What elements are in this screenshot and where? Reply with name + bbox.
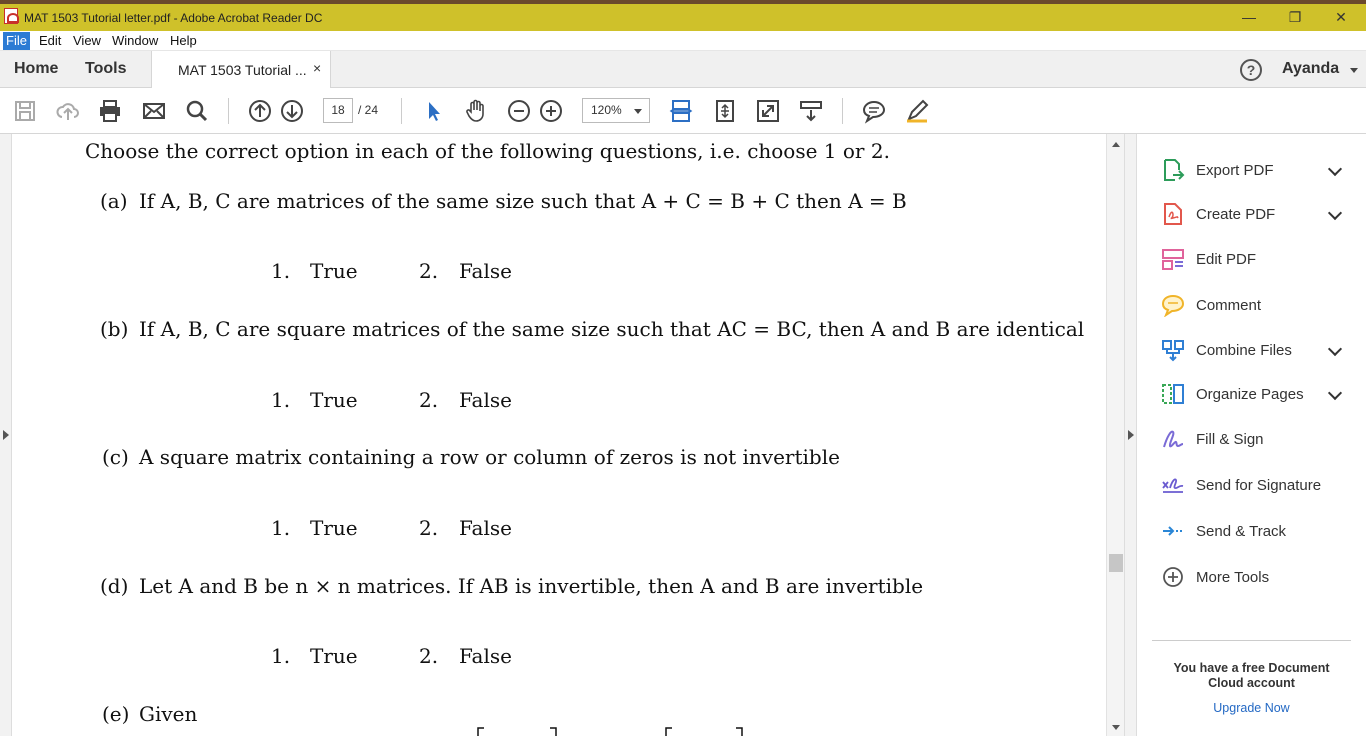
next-page-icon[interactable] bbox=[279, 98, 305, 124]
scroll-mode-icon[interactable] bbox=[798, 98, 824, 124]
toolbar-divider bbox=[401, 98, 402, 124]
option-2-number: 2. bbox=[419, 516, 439, 540]
tool-send-for-signature[interactable] bbox=[1137, 471, 1366, 501]
zoom-out-icon[interactable] bbox=[506, 98, 532, 124]
question-a-text: If A, B, C are matrices of the same size such that A + C = B + C then A = B bbox=[139, 189, 907, 213]
zoom-in-icon[interactable] bbox=[538, 98, 564, 124]
matrix-brackets bbox=[470, 726, 760, 736]
menu-help[interactable]: Help bbox=[170, 33, 197, 48]
option-false: False bbox=[459, 644, 512, 668]
tool-label: Organize Pages bbox=[1196, 386, 1304, 403]
scroll-thumb[interactable] bbox=[1109, 554, 1123, 572]
toolbar-divider bbox=[842, 98, 843, 124]
question-a-label: (a) bbox=[100, 189, 128, 213]
tool-label: Combine Files bbox=[1196, 342, 1292, 359]
option-false: False bbox=[459, 516, 512, 540]
question-e-label: (e) bbox=[102, 702, 130, 726]
title-bar bbox=[0, 0, 1366, 31]
menu-window[interactable]: Window bbox=[112, 33, 159, 48]
page-total: / 24 bbox=[358, 103, 379, 117]
collapse-right-panel-icon[interactable] bbox=[1128, 430, 1134, 440]
panel-separator bbox=[1152, 640, 1351, 641]
minimize-button[interactable]: — bbox=[1242, 9, 1256, 25]
save-icon[interactable] bbox=[12, 98, 38, 124]
maximize-button[interactable]: ❐ bbox=[1288, 9, 1302, 25]
menu-bar bbox=[0, 31, 1366, 51]
option-2-number: 2. bbox=[419, 388, 439, 412]
acrobat-icon bbox=[4, 8, 18, 24]
option-true: True bbox=[310, 644, 358, 668]
question-c-text: A square matrix containing a row or column of zeros is not invertible bbox=[139, 445, 840, 469]
tool-label: Edit PDF bbox=[1196, 251, 1257, 268]
upload-cloud-icon[interactable] bbox=[55, 98, 81, 124]
fill-sign-icon bbox=[1161, 427, 1185, 451]
tool-export-pdf[interactable] bbox=[1137, 156, 1366, 186]
organize-pages-icon bbox=[1161, 382, 1185, 406]
email-icon[interactable] bbox=[141, 98, 167, 124]
tool-label: Create PDF bbox=[1196, 206, 1276, 223]
previous-page-icon[interactable] bbox=[247, 98, 273, 124]
tool-label: Send for Signature bbox=[1196, 477, 1322, 494]
fit-width-icon[interactable] bbox=[668, 98, 694, 124]
create-pdf-icon bbox=[1161, 202, 1185, 226]
tools-pane bbox=[1137, 134, 1366, 736]
document-viewer[interactable] bbox=[0, 134, 1127, 736]
close-window-button[interactable]: ✕ bbox=[1335, 9, 1347, 25]
scroll-up-icon[interactable] bbox=[1112, 142, 1120, 147]
export-pdf-icon bbox=[1161, 158, 1185, 182]
option-1-number: 1. bbox=[271, 388, 291, 412]
tool-label: Send & Track bbox=[1196, 523, 1287, 540]
promo-line-1: You have a free Document bbox=[1173, 661, 1330, 675]
tab-document[interactable] bbox=[151, 51, 331, 88]
tool-create-pdf[interactable] bbox=[1137, 200, 1366, 230]
zoom-value: 120% bbox=[591, 103, 622, 117]
option-1-number: 1. bbox=[271, 516, 291, 540]
option-2-number: 2. bbox=[419, 644, 439, 668]
menu-view[interactable]: View bbox=[73, 33, 101, 48]
chevron-down-icon[interactable] bbox=[1328, 342, 1342, 356]
cloud-account-promo bbox=[1152, 661, 1351, 691]
comment-icon bbox=[1161, 293, 1185, 317]
select-cursor-icon[interactable] bbox=[421, 98, 447, 124]
option-true: True bbox=[310, 516, 358, 540]
question-intro: Choose the correct option in each of the following questions, i.e. choose 1 or 2. bbox=[85, 139, 890, 163]
edit-pdf-icon bbox=[1161, 247, 1185, 271]
menu-file[interactable]: File bbox=[3, 32, 30, 50]
tool-fill-sign[interactable] bbox=[1137, 425, 1366, 455]
search-icon[interactable] bbox=[184, 98, 210, 124]
scroll-down-icon[interactable] bbox=[1112, 725, 1120, 730]
toolbar bbox=[0, 88, 1366, 134]
option-2-number: 2. bbox=[419, 259, 439, 283]
help-icon[interactable]: ? bbox=[1240, 59, 1262, 81]
user-dropdown-icon[interactable] bbox=[1350, 68, 1358, 73]
more-tools-icon bbox=[1161, 565, 1185, 589]
document-tab-label: MAT 1503 Tutorial ... bbox=[178, 62, 307, 78]
combine-files-icon bbox=[1161, 338, 1185, 362]
toolbar-divider bbox=[228, 98, 229, 124]
user-name[interactable]: Ayanda bbox=[1282, 60, 1340, 77]
option-true: True bbox=[310, 259, 358, 283]
close-tab-icon[interactable]: × bbox=[313, 60, 322, 76]
tool-combine-files[interactable] bbox=[1137, 336, 1366, 366]
menu-edit[interactable]: Edit bbox=[39, 33, 62, 48]
hand-tool-icon[interactable] bbox=[463, 98, 489, 124]
question-b-label: (b) bbox=[100, 317, 129, 341]
send-track-icon bbox=[1161, 519, 1185, 543]
option-1-number: 1. bbox=[271, 644, 291, 668]
option-1-number: 1. bbox=[271, 259, 291, 283]
highlight-pen-icon[interactable] bbox=[904, 98, 930, 124]
question-d-label: (d) bbox=[100, 574, 129, 598]
fit-page-icon[interactable] bbox=[712, 98, 738, 124]
option-false: False bbox=[459, 259, 512, 283]
option-true: True bbox=[310, 388, 358, 412]
vertical-scrollbar[interactable] bbox=[1106, 134, 1124, 736]
promo-line-2: Cloud account bbox=[1208, 676, 1295, 690]
tool-label: Fill & Sign bbox=[1196, 431, 1264, 448]
chevron-down-icon bbox=[634, 109, 642, 114]
page-number-input[interactable]: 18 bbox=[323, 98, 353, 123]
upgrade-now-link[interactable]: Upgrade Now bbox=[1213, 701, 1290, 715]
question-b-text: If A, B, C are square matrices of the same size such that AC = BC, then A and B are identical bbox=[139, 317, 1085, 341]
question-c-label: (c) bbox=[102, 445, 129, 469]
chevron-down-icon[interactable] bbox=[1328, 162, 1342, 176]
full-screen-icon[interactable] bbox=[755, 98, 781, 124]
chevron-down-icon[interactable] bbox=[1328, 206, 1342, 220]
tool-label: More Tools bbox=[1196, 569, 1270, 586]
tab-home[interactable]: Home bbox=[14, 60, 59, 77]
option-false: False bbox=[459, 388, 512, 412]
chevron-down-icon[interactable] bbox=[1328, 386, 1342, 400]
question-e-text: Given bbox=[139, 702, 198, 726]
tool-label: Export PDF bbox=[1196, 162, 1274, 179]
expand-left-panel-icon[interactable] bbox=[3, 430, 9, 440]
tool-edit-pdf[interactable] bbox=[1137, 245, 1366, 275]
tab-bar bbox=[0, 51, 1366, 88]
tool-send-track[interactable] bbox=[1137, 517, 1366, 547]
print-icon[interactable] bbox=[97, 98, 123, 124]
question-d-text: Let A and B be n × n matrices. If AB is invertible, then A and B are invertible bbox=[139, 574, 924, 598]
zoom-select[interactable] bbox=[582, 98, 650, 123]
tool-more-tools[interactable] bbox=[1137, 563, 1366, 593]
tool-label: Comment bbox=[1196, 297, 1262, 314]
tab-tools[interactable]: Tools bbox=[85, 60, 127, 77]
tool-comment[interactable] bbox=[1137, 291, 1366, 321]
comment-tool-icon[interactable] bbox=[861, 98, 887, 124]
tool-organize-pages[interactable] bbox=[1137, 380, 1366, 410]
window-title: MAT 1503 Tutorial letter.pdf - Adobe Acrobat Reader DC bbox=[24, 11, 323, 25]
send-signature-icon bbox=[1161, 473, 1185, 497]
